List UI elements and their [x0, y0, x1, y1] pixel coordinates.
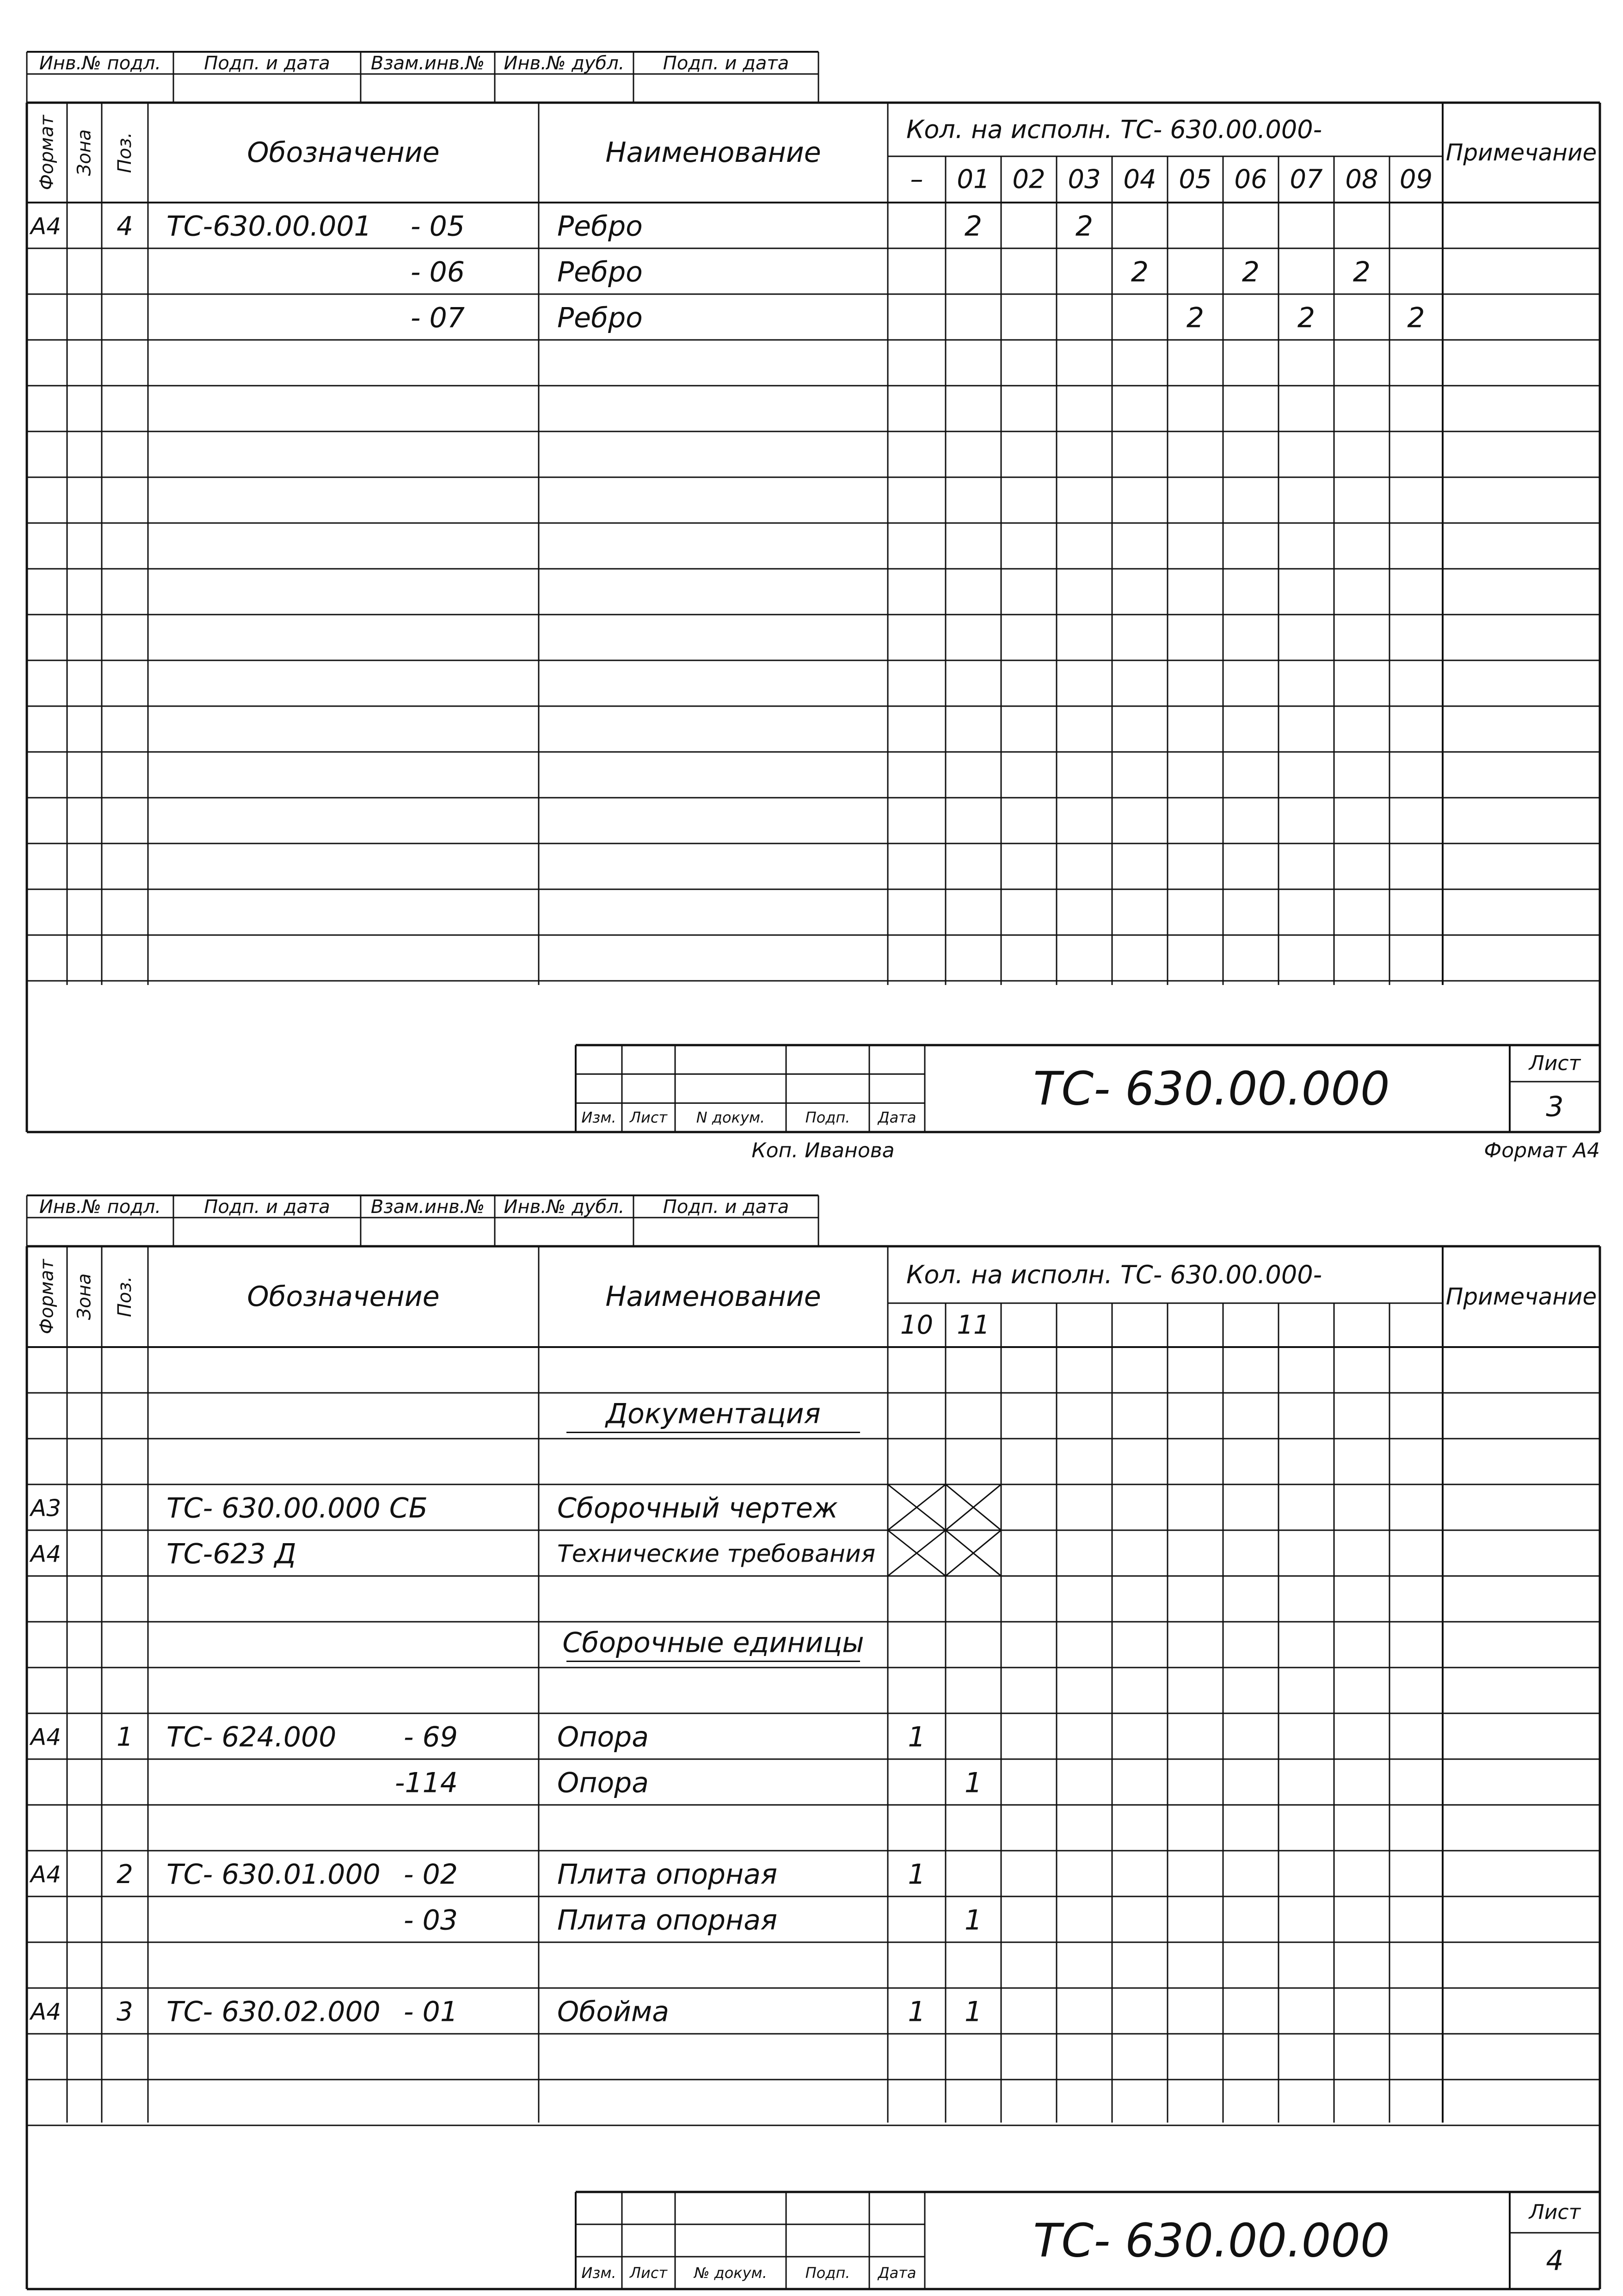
row-position: 4	[117, 211, 133, 241]
row-format: А3	[31, 1495, 61, 1522]
row-format: А4	[31, 1724, 61, 1751]
quantity-column-label: 04	[1123, 164, 1156, 195]
header-position: Поз.	[114, 132, 135, 173]
row-format: А4	[31, 1861, 61, 1888]
spec-sheet-2	[27, 1195, 1600, 2289]
quantity-value: 2	[1407, 302, 1425, 334]
row-name: Обойма	[557, 1995, 669, 2028]
quantity-value: 2	[1242, 256, 1260, 289]
title-block-label: Лист	[629, 2264, 668, 2282]
row-position: 1	[117, 1722, 133, 1752]
stamp-label: Подп. и дата	[204, 53, 330, 74]
title-block-label: Подп.	[805, 2264, 850, 2282]
quantity-column-label: 10	[900, 1310, 934, 1340]
quantity-column-label: 06	[1234, 164, 1267, 195]
quantity-value: 1	[908, 1858, 926, 1891]
document-number: ТС- 630.00.000	[1033, 1061, 1390, 1116]
section-heading: Сборочные единицы	[562, 1626, 864, 1659]
stamp-label: Взам.инв.№	[370, 53, 485, 74]
stamp-label: Инв.№ подл.	[39, 1196, 161, 1218]
quantity-value: 2	[1186, 302, 1205, 334]
section-heading: Документация	[606, 1397, 821, 1430]
row-name: Плита опорная	[557, 1904, 778, 1937]
quantity-column-label: 01	[957, 164, 990, 195]
header-designation: Обозначение	[247, 136, 440, 169]
title-block-label: Изм.	[581, 2264, 616, 2282]
quantity-value: 1	[964, 1995, 983, 2028]
quantity-column-label: 05	[1179, 164, 1212, 195]
sheet-label: Лист	[1529, 2200, 1581, 2224]
stamp-label: Инв.№ дубл.	[504, 1196, 625, 1218]
header-zone: Зона	[74, 129, 95, 176]
row-variant: - 03	[403, 1904, 458, 1937]
quantity-column-label: 07	[1290, 164, 1323, 195]
row-name: Сборочный чертеж	[557, 1492, 838, 1525]
quantity-value: 2	[1352, 256, 1371, 289]
row-variant: -114	[394, 1767, 458, 1799]
row-variant: - 07	[410, 302, 465, 334]
quantity-value: 1	[908, 1721, 926, 1754]
header-note: Примечание	[1445, 139, 1597, 166]
row-name: Опора	[557, 1721, 649, 1754]
header-quantity: Кол. на исполн. ТС- 630.00.000-	[906, 1260, 1322, 1289]
title-block-label: Подп.	[805, 1108, 850, 1126]
paper-format: Формат А4	[1484, 1139, 1600, 1163]
row-format: А4	[31, 1998, 61, 2025]
stamp-label: Подп. и дата	[204, 1196, 330, 1218]
header-designation: Обозначение	[247, 1280, 440, 1313]
row-variant: - 02	[403, 1858, 458, 1891]
row-name: Ребро	[557, 302, 643, 334]
stamp-label: Инв.№ подл.	[39, 53, 161, 74]
title-block-label: N докум.	[696, 1108, 765, 1126]
row-position: 3	[117, 1997, 133, 2027]
quantity-value: 2	[1075, 210, 1094, 243]
quantity-value: 2	[1131, 256, 1149, 289]
sheet-number: 3	[1546, 1090, 1564, 1123]
stamp-label: Подп. и дата	[663, 1196, 789, 1218]
row-format: А4	[31, 213, 61, 240]
quantity-value: 1	[908, 1995, 926, 2028]
header-format: Формат	[36, 1259, 58, 1335]
quantity-column-label: 08	[1345, 164, 1378, 195]
title-block-label: № докум.	[694, 2264, 767, 2282]
title-block-label: Лист	[629, 1108, 668, 1126]
row-designation: ТС-623 Д	[166, 1538, 296, 1570]
quantity-column-label: 03	[1068, 164, 1101, 195]
row-format: А4	[31, 1540, 61, 1568]
row-name: Плита опорная	[557, 1858, 778, 1891]
row-name: Технические требования	[557, 1540, 876, 1568]
spec-sheet-1	[27, 52, 1600, 1163]
title-block-label: Изм.	[581, 1108, 616, 1126]
row-designation: ТС-630.00.001	[166, 210, 372, 243]
row-variant: - 01	[403, 1995, 458, 2028]
quantity-column-label: –	[910, 164, 923, 195]
quantity-value: 1	[964, 1767, 983, 1799]
quantity-value: 1	[964, 1904, 983, 1937]
sheet-number: 4	[1546, 2245, 1564, 2278]
header-position: Поз.	[114, 1276, 135, 1317]
row-position: 2	[117, 1859, 133, 1890]
row-designation: ТС- 630.02.000	[166, 1995, 381, 2028]
stamp-label: Инв.№ дубл.	[504, 53, 625, 74]
title-block-label: Дата	[878, 2264, 916, 2282]
sheet-label: Лист	[1529, 1051, 1581, 1075]
title-block-label: Дата	[878, 1108, 916, 1126]
stamp-label: Взам.инв.№	[370, 1196, 485, 1218]
header-format: Формат	[36, 115, 58, 191]
header-zone: Зона	[74, 1273, 95, 1320]
row-variant: - 06	[410, 256, 465, 289]
row-name: Ребро	[557, 210, 643, 243]
stamp-label: Подп. и дата	[663, 53, 789, 74]
quantity-column-label: 11	[957, 1310, 990, 1340]
header-quantity: Кол. на исполн. ТС- 630.00.000-	[906, 115, 1322, 144]
quantity-column-label: 02	[1012, 164, 1045, 195]
row-designation: ТС- 630.00.000 СБ	[166, 1492, 428, 1525]
header-name: Наименование	[605, 1280, 821, 1313]
document-number: ТС- 630.00.000	[1033, 2213, 1390, 2268]
header-note: Примечание	[1445, 1283, 1597, 1310]
quantity-value: 2	[1297, 302, 1316, 334]
row-designation: ТС- 630.01.000	[166, 1858, 381, 1891]
row-name: Опора	[557, 1767, 649, 1799]
quantity-value: 2	[964, 210, 983, 243]
row-variant: - 69	[403, 1721, 458, 1754]
copied-by: Коп. Иванова	[751, 1139, 895, 1163]
row-designation: ТС- 624.000	[166, 1721, 337, 1754]
quantity-column-label: 09	[1399, 164, 1433, 195]
row-name: Ребро	[557, 256, 643, 289]
row-variant: - 05	[410, 210, 465, 243]
header-name: Наименование	[605, 136, 821, 169]
